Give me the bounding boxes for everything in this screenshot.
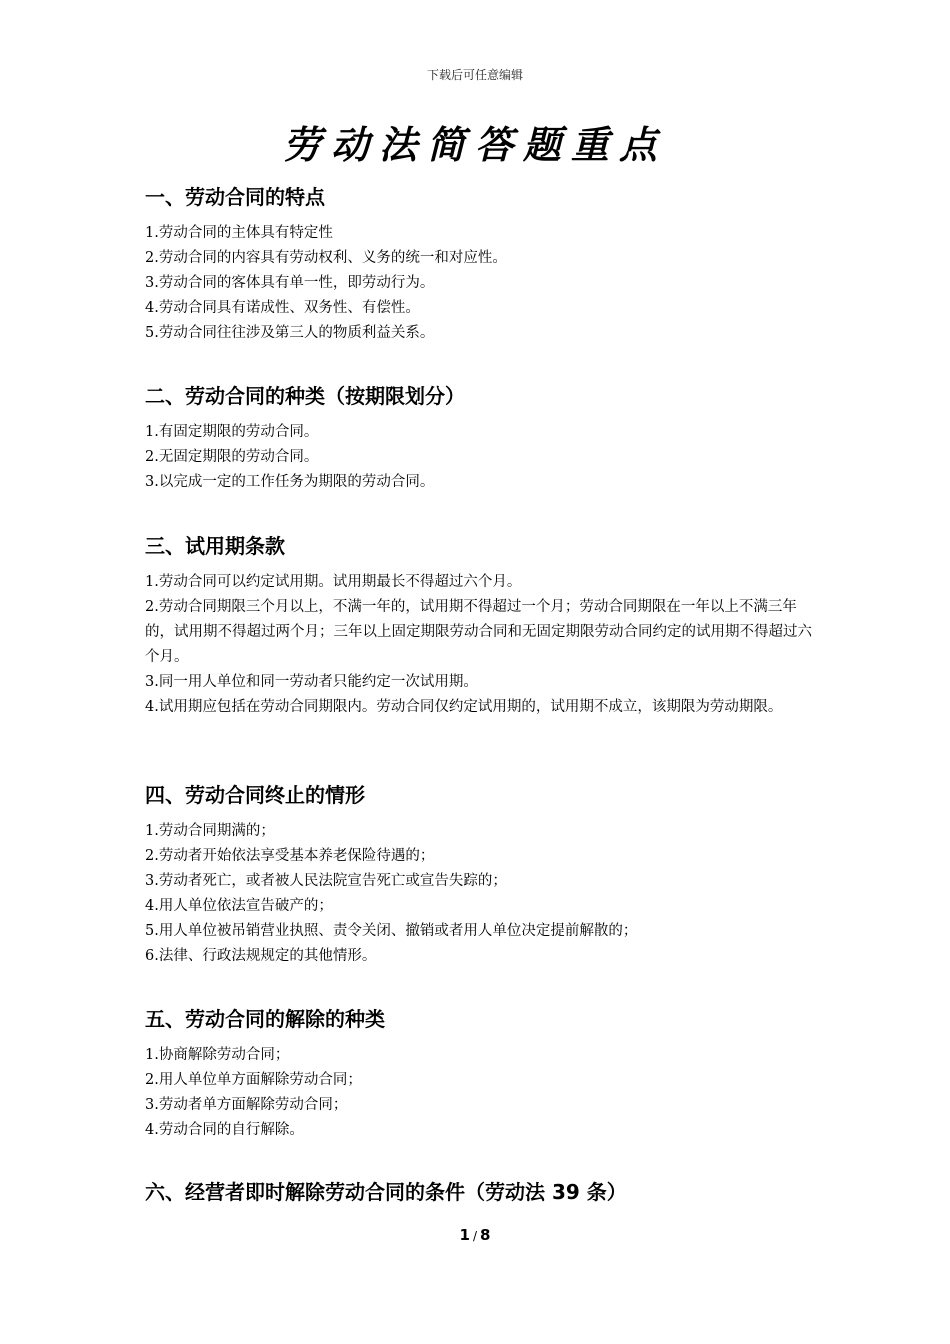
page-separator: /	[472, 1229, 478, 1243]
section-contract-types	[145, 382, 815, 495]
list-item: 4.劳动合同的自行解除。	[145, 1122, 304, 1138]
list-item: 1.劳动合同期满的；	[145, 823, 275, 839]
list-item: 1.有固定期限的劳动合同。	[145, 424, 319, 440]
list-item: 5.用人单位被吊销营业执照、责令关闭、撤销或者用人单位决定提前解散的；	[145, 923, 638, 939]
item-list	[145, 420, 815, 495]
section-contract-features	[145, 183, 815, 346]
list-item: 4.劳动合同具有诺成性、双务性、有偿性。	[145, 300, 420, 316]
section-immediate-dissolution	[145, 1178, 815, 1216]
list-item: 3.同一用人单位和同一劳动者只能约定一次试用期。	[145, 674, 478, 690]
section-heading: 六、经营者即时解除劳动合同的条件（劳动法 39 条）	[145, 1180, 627, 1204]
list-item: 2.劳动合同期限三个月以上，不满一年的，试用期不得超过一个月；劳动合同期限在一年以上不满三年的，试用期不得超过两个月；三年以上固定期限劳动合同和无固定期限劳动合同约定的试用期不得超过六个月。	[145, 599, 812, 665]
list-item: 2.无固定期限的劳动合同。	[145, 449, 319, 465]
item-list	[145, 1043, 815, 1143]
section-heading: 三、试用期条款	[145, 534, 285, 558]
list-item: 2.劳动者开始依法享受基本养老保险待遇的；	[145, 848, 435, 864]
section-heading: 二、劳动合同的种类（按期限划分）	[145, 384, 465, 408]
list-item: 1.劳动合同的主体具有特定性	[145, 225, 333, 241]
document-title: 劳动法简答题重点	[282, 122, 667, 167]
list-item: 3.以完成一定的工作任务为期限的劳动合同。	[145, 474, 435, 490]
section-termination-cases	[145, 781, 815, 969]
page-total: 8	[480, 1226, 491, 1244]
section-heading: 一、劳动合同的特点	[145, 185, 325, 209]
list-item: 5.劳动合同往往涉及第三人的物质利益关系。	[145, 325, 435, 341]
item-list	[145, 819, 815, 969]
list-item: 3.劳动者死亡，或者被人民法院宣告死亡或宣告失踪的；	[145, 873, 507, 889]
section-heading: 五、劳动合同的解除的种类	[145, 1007, 385, 1031]
list-item: 3.劳动者单方面解除劳动合同；	[145, 1097, 348, 1113]
page-current: 1	[459, 1226, 470, 1244]
item-list	[145, 570, 815, 720]
section-dissolution-types	[145, 1005, 815, 1143]
list-item: 6.法律、行政法规规定的其他情形。	[145, 948, 377, 964]
item-list	[145, 221, 815, 346]
page-number	[0, 1226, 950, 1244]
list-item: 2.劳动合同的内容具有劳动权利、义务的统一和对应性。	[145, 250, 507, 266]
list-item: 2.用人单位单方面解除劳动合同；	[145, 1072, 362, 1088]
list-item: 1.协商解除劳动合同；	[145, 1047, 290, 1063]
section-probation-clause	[145, 532, 815, 720]
header-note: 下载后可任意编辑	[426, 68, 523, 82]
section-heading: 四、劳动合同终止的情形	[145, 783, 365, 807]
list-item: 3.劳动合同的客体具有单一性，即劳动行为。	[145, 275, 435, 291]
list-item: 4.用人单位依法宣告破产的；	[145, 898, 333, 914]
list-item: 4.试用期应包括在劳动合同期限内。劳动合同仅约定试用期的，试用期不成立，该期限为劳动期限。	[145, 699, 783, 715]
list-item: 1.劳动合同可以约定试用期。试用期最长不得超过六个月。	[145, 574, 522, 590]
